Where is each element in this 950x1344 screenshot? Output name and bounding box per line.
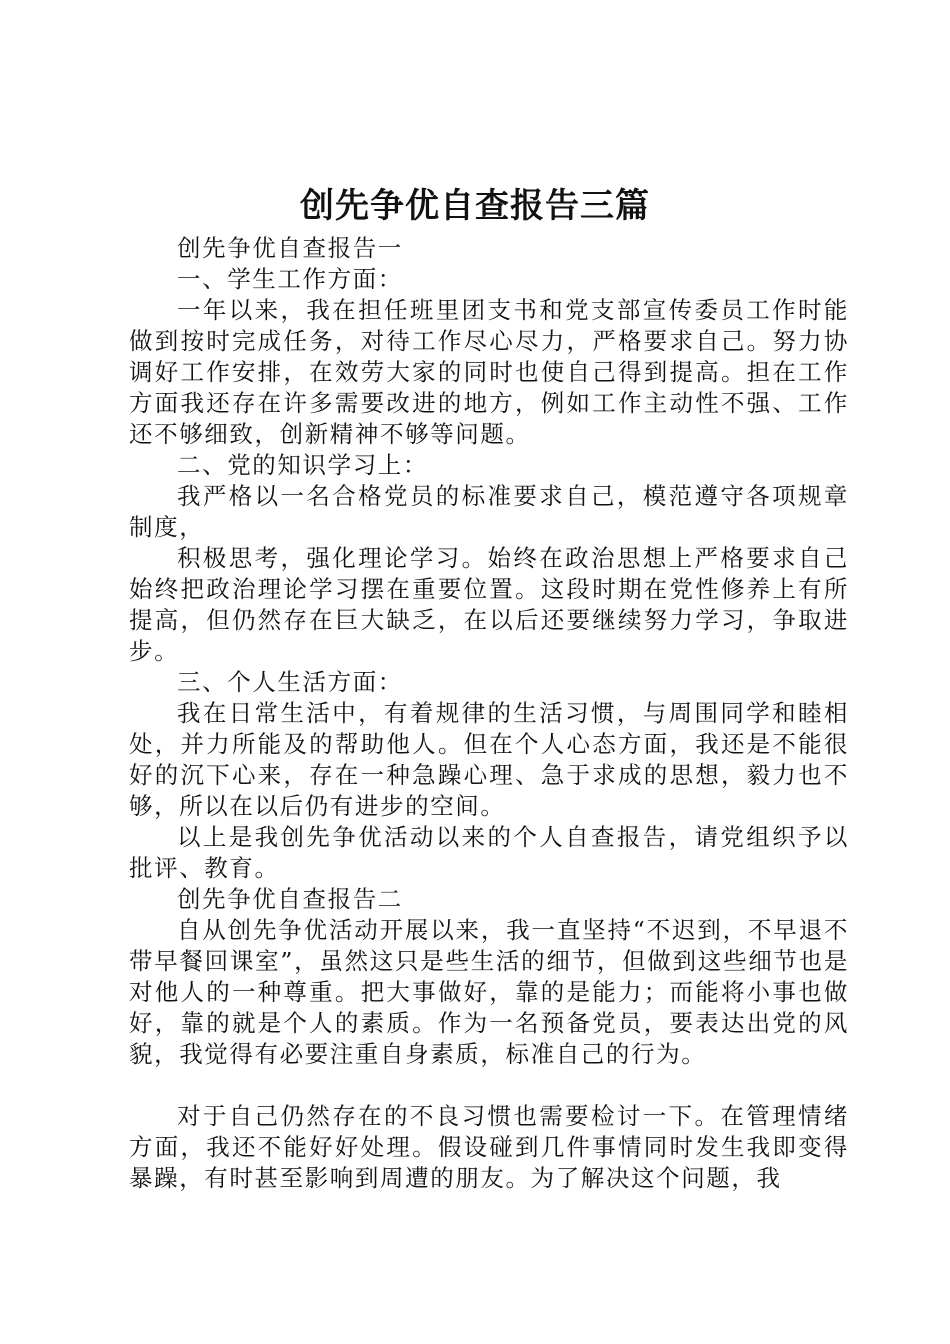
paragraph-self-review: 对于自己仍然存在的不良习惯也需要检讨一下。在管理情绪方面，我还不能好好处理。假设碰到几件事情同时发生我即变得暴躁，有时甚至影响到周遭的朋友。为了解决这个问题，我 [129,1102,849,1192]
document-title: 创先争优自查报告三篇 [300,186,650,226]
section-heading-personal-life: 三、个人生活方面： [177,668,403,696]
paragraph-conclusion: 以上是我创先争优活动以来的个人自查报告，请党组织予以批评、教育。 [129,823,849,882]
paragraph-party-rules: 我严格以一名合格党员的标准要求自己，模范遵守各项规章制度， [129,482,849,541]
section-heading-party-knowledge: 二、党的知识学习上： [177,451,428,479]
report-one-heading: 创先争优自查报告一 [177,234,403,262]
paragraph-spacer [129,1070,849,1101]
report-two-heading: 创先争优自查报告二 [177,885,403,913]
document-body [129,233,849,1194]
paragraph-personal-life: 我在日常生活中，有着规律的生活习惯，与周围同学和睦相处，并力所能及的帮助他人。但在个人心态方面，我还是不能很好的沉下心来，存在一种急躁心理、急于求成的思想，毅力也不够，所以在以后仍有进步的空间。 [129,699,849,820]
paragraph-theory-study: 积极思考，强化理论学习。始终在政治思想上严格要求自己始终把政治理论学习摆在重要位置。这段时期在党性修养上有所提高，但仍然存在巨大缺乏，在以后还要继续努力学习，争取进步。 [129,544,849,665]
paragraph-student-work: 一年以来，我在担任班里团支书和党支部宣传委员工作时能做到按时完成任务，对待工作尽心尽力，严格要求自己。努力协调好工作安排，在效劳大家的同时也使自己得到提高。担在工作方面我还存在许多需要改进的地方，例如工作主动性不强、工作还不够细致，创新精神不够等问题。 [129,296,849,448]
paragraph-punctuality: 自从创先争优活动开展以来，我一直坚持“不迟到，不早退不带早餐回课室”，虽然这只是些生活的细节，但做到这些细节也是对他人的一种尊重。把大事做好，靠的是能力；而能将小事也做好，靠的就是个人的素质。作为一名预备党员，要表达出党的风貌，我觉得有必要注重自身素质，标准自己的行为。 [129,916,849,1068]
section-heading-student-work: 一、学生工作方面： [177,265,403,293]
